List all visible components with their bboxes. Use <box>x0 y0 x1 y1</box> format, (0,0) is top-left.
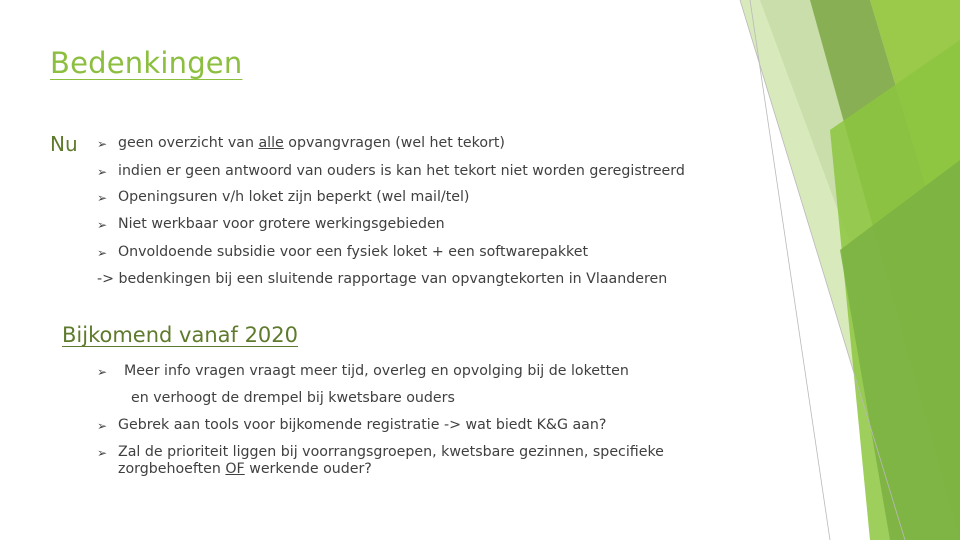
slide-title: Bedenkingen <box>50 46 243 80</box>
arrowhead-bullet-icon: ➢ <box>97 218 108 232</box>
arrowhead-bullet-icon: ➢ <box>97 446 108 460</box>
section-label-bijkomend: Bijkomend vanaf 2020 <box>62 323 299 347</box>
arrowhead-bullet-icon: ➢ <box>97 165 108 179</box>
arrowhead-bullet-icon: ➢ <box>97 419 108 433</box>
section-label-nu: Nu <box>50 132 78 156</box>
arrowhead-bullet-icon: ➢ <box>97 246 108 260</box>
conclusion-text: -> bedenkingen bij een sluitende rapportage van opvangtekorten in Vlaanderen <box>97 271 668 287</box>
list-item-continuation: zorgbehoeften OF werkende ouder? <box>118 461 372 477</box>
arrowhead-bullet-icon: ➢ <box>97 191 108 205</box>
arrowhead-bullet-icon: ➢ <box>97 365 108 379</box>
list-item-continuation: en verhoogt de drempel bij kwetsbare ouders <box>131 390 455 406</box>
arrowhead-bullet-icon: ➢ <box>97 137 108 151</box>
